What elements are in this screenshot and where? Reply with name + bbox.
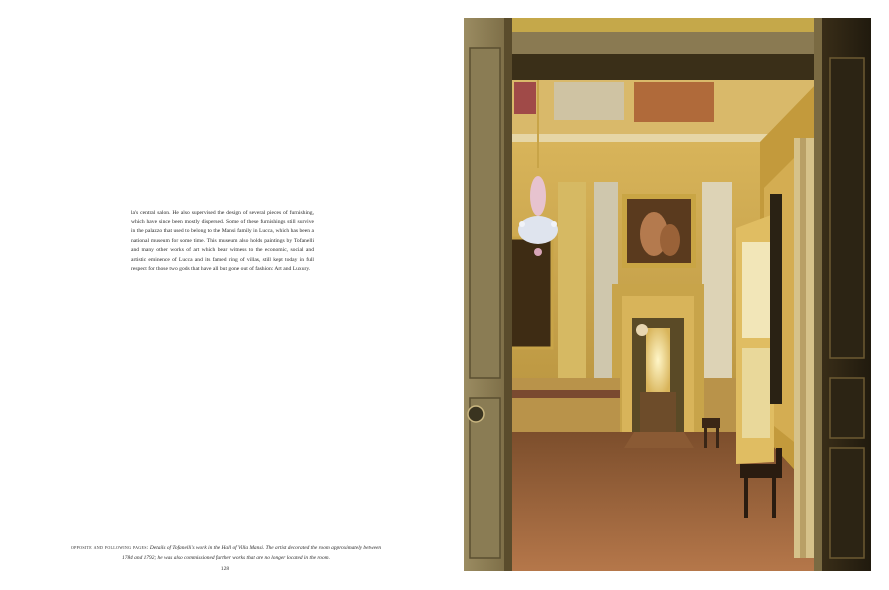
body-paragraph: la's central salon. He also supervised the design of several pieces of furnishing, which have since been mostly dispersed. Some of these furnishings still survive in the palazzo that used to belong to the Mansi family in Lucca, which has been a national museum for some time. This museum also holds paintings by Tofanelli and many other works of art which bear witness to the economic, social and artistic eminence of Lucca and its famed ring of villas, still kept today in full respect for those two gods that have all but gone out of fashion: Art and Luxury. — [131, 209, 314, 273]
interior-photo-drawing — [464, 18, 871, 571]
caption-text: Details of Tofanelli's work in the Hall of Villa Mansi. The artist decorated the room approximately between 1784 and 1792; he was also commissioned further works that are no longer located in the room. — [122, 545, 382, 561]
caption-lead: opposite and following pages: — [70, 545, 149, 552]
interior-photograph — [464, 18, 871, 571]
photo-caption — [66, 544, 386, 563]
page-number: 128 — [220, 566, 230, 572]
